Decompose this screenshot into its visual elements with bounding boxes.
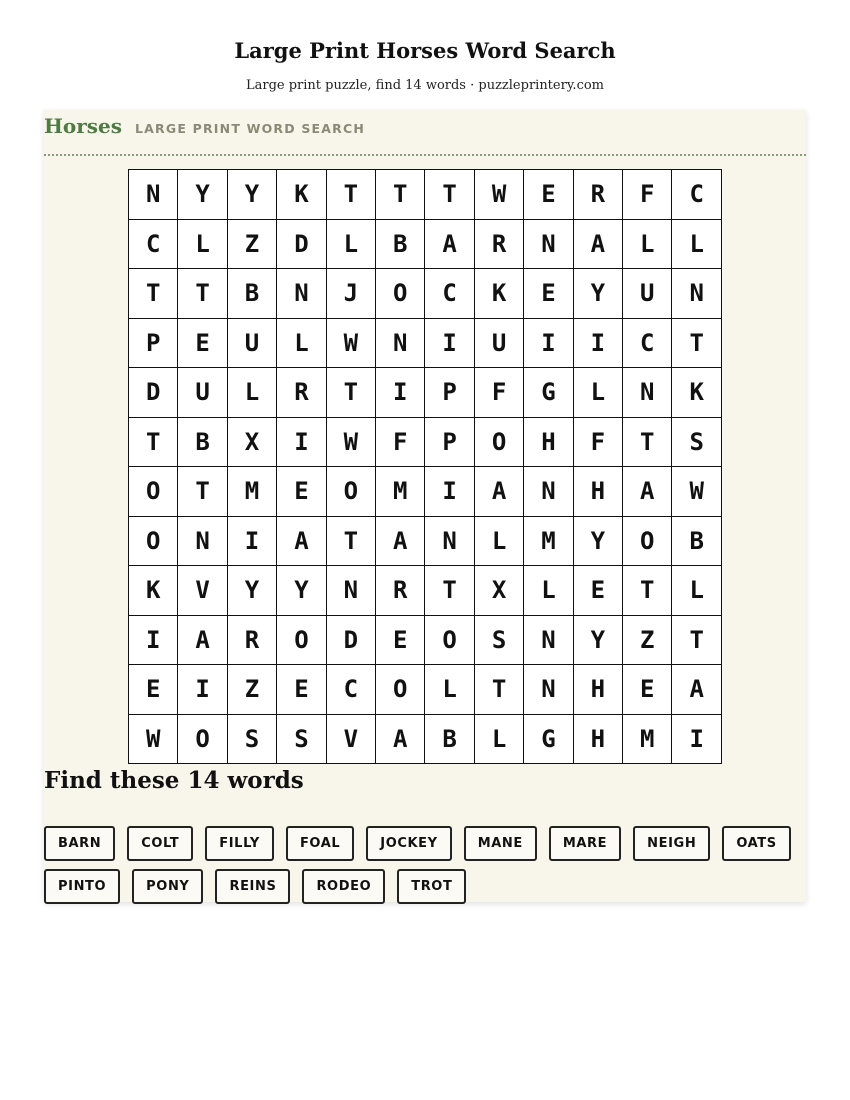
grid-cell[interactable]: T bbox=[178, 467, 227, 517]
grid-cell[interactable]: Y bbox=[277, 566, 326, 616]
grid-cell[interactable]: N bbox=[524, 615, 573, 665]
grid-cell[interactable]: U bbox=[474, 318, 523, 368]
grid-cell[interactable]: Y bbox=[573, 615, 622, 665]
grid-cell[interactable]: A bbox=[474, 467, 523, 517]
grid-cell[interactable]: E bbox=[376, 615, 425, 665]
grid-cell[interactable]: L bbox=[474, 516, 523, 566]
grid-cell[interactable]: P bbox=[425, 368, 474, 418]
grid-cell[interactable]: L bbox=[573, 368, 622, 418]
grid-cell[interactable]: F bbox=[376, 417, 425, 467]
grid-cell[interactable]: O bbox=[326, 467, 375, 517]
grid-cell[interactable]: W bbox=[326, 318, 375, 368]
grid-cell[interactable]: D bbox=[129, 368, 178, 418]
word-chip: PONY bbox=[132, 869, 203, 904]
grid-cell[interactable]: L bbox=[672, 566, 722, 616]
grid-cell[interactable]: V bbox=[178, 566, 227, 616]
puzzle-tagline: LARGE PRINT WORD SEARCH bbox=[135, 121, 366, 136]
grid-cell[interactable]: I bbox=[672, 714, 722, 764]
grid-cell[interactable]: C bbox=[623, 318, 672, 368]
grid-cell[interactable]: H bbox=[573, 467, 622, 517]
grid-cell[interactable]: D bbox=[326, 615, 375, 665]
grid-cell[interactable]: B bbox=[376, 219, 425, 269]
grid-cell[interactable]: C bbox=[326, 665, 375, 715]
grid-cell[interactable]: N bbox=[623, 368, 672, 418]
grid-cell[interactable]: S bbox=[672, 417, 722, 467]
grid-cell[interactable]: U bbox=[227, 318, 276, 368]
grid-cell[interactable]: N bbox=[178, 516, 227, 566]
grid-cell[interactable]: T bbox=[129, 269, 178, 319]
grid-cell[interactable]: A bbox=[623, 467, 672, 517]
grid-cell[interactable]: B bbox=[227, 269, 276, 319]
grid-cell[interactable]: M bbox=[524, 516, 573, 566]
grid-cell[interactable]: I bbox=[227, 516, 276, 566]
grid-row bbox=[129, 665, 722, 715]
grid-cell[interactable]: L bbox=[425, 665, 474, 715]
grid-cell[interactable]: S bbox=[227, 714, 276, 764]
grid-cell[interactable]: L bbox=[277, 318, 326, 368]
grid-cell[interactable]: N bbox=[277, 269, 326, 319]
grid-cell[interactable]: E bbox=[277, 467, 326, 517]
word-chip: BARN bbox=[44, 826, 115, 861]
grid-cell[interactable]: L bbox=[178, 219, 227, 269]
grid-cell[interactable]: E bbox=[573, 566, 622, 616]
grid-cell[interactable]: T bbox=[425, 170, 474, 220]
grid-row bbox=[129, 516, 722, 566]
grid-cell[interactable]: S bbox=[474, 615, 523, 665]
grid-cell[interactable]: M bbox=[623, 714, 672, 764]
grid-cell[interactable]: S bbox=[277, 714, 326, 764]
grid-cell[interactable]: K bbox=[129, 566, 178, 616]
word-chip: MANE bbox=[464, 826, 537, 861]
grid-cell[interactable]: U bbox=[178, 368, 227, 418]
grid-cell[interactable]: T bbox=[326, 516, 375, 566]
grid-cell[interactable]: T bbox=[672, 615, 722, 665]
grid-cell[interactable]: O bbox=[425, 615, 474, 665]
grid-cell[interactable]: I bbox=[573, 318, 622, 368]
grid-cell[interactable]: O bbox=[129, 516, 178, 566]
grid-cell[interactable]: Y bbox=[573, 516, 622, 566]
grid-cell[interactable]: O bbox=[376, 269, 425, 319]
grid-cell[interactable]: F bbox=[474, 368, 523, 418]
grid-cell[interactable]: L bbox=[474, 714, 523, 764]
grid-cell[interactable]: R bbox=[227, 615, 276, 665]
grid-cell[interactable]: K bbox=[277, 170, 326, 220]
grid-cell[interactable]: A bbox=[277, 516, 326, 566]
grid-cell[interactable]: T bbox=[425, 566, 474, 616]
grid-row bbox=[129, 318, 722, 368]
grid-cell[interactable]: B bbox=[178, 417, 227, 467]
grid-cell[interactable]: T bbox=[326, 170, 375, 220]
grid-cell[interactable]: R bbox=[277, 368, 326, 418]
word-chip: RODEO bbox=[302, 869, 385, 904]
word-list bbox=[44, 826, 806, 904]
grid-cell[interactable]: E bbox=[623, 665, 672, 715]
grid-cell[interactable]: L bbox=[227, 368, 276, 418]
grid-cell[interactable]: E bbox=[524, 170, 573, 220]
grid-cell[interactable]: E bbox=[178, 318, 227, 368]
grid-cell[interactable]: E bbox=[277, 665, 326, 715]
grid-cell[interactable]: J bbox=[326, 269, 375, 319]
grid-cell[interactable]: O bbox=[623, 516, 672, 566]
grid-cell[interactable]: A bbox=[178, 615, 227, 665]
grid-cell[interactable]: A bbox=[425, 219, 474, 269]
grid-cell[interactable]: N bbox=[672, 269, 722, 319]
grid-cell[interactable]: V bbox=[326, 714, 375, 764]
grid-cell[interactable]: T bbox=[672, 318, 722, 368]
grid-cell[interactable]: K bbox=[474, 269, 523, 319]
grid-cell[interactable]: W bbox=[129, 714, 178, 764]
grid-cell[interactable]: G bbox=[524, 714, 573, 764]
grid-cell[interactable]: Y bbox=[227, 170, 276, 220]
grid-cell[interactable]: X bbox=[227, 417, 276, 467]
grid-cell[interactable]: R bbox=[474, 219, 523, 269]
grid-cell[interactable]: O bbox=[178, 714, 227, 764]
grid-cell[interactable]: N bbox=[425, 516, 474, 566]
word-chip: FILLY bbox=[205, 826, 274, 861]
puzzle-card bbox=[44, 110, 806, 902]
grid-cell[interactable]: I bbox=[524, 318, 573, 368]
grid-cell[interactable]: N bbox=[524, 665, 573, 715]
grid-cell[interactable]: Y bbox=[178, 170, 227, 220]
grid-cell[interactable]: M bbox=[376, 467, 425, 517]
grid-cell[interactable]: I bbox=[425, 318, 474, 368]
puzzle-theme-title: Horses bbox=[44, 114, 123, 138]
grid-cell[interactable]: P bbox=[425, 417, 474, 467]
grid-cell[interactable]: F bbox=[573, 417, 622, 467]
grid-row bbox=[129, 417, 722, 467]
grid-cell[interactable]: T bbox=[474, 665, 523, 715]
grid-cell[interactable]: I bbox=[425, 467, 474, 517]
grid-cell[interactable]: L bbox=[524, 566, 573, 616]
grid-cell[interactable]: T bbox=[326, 368, 375, 418]
grid-cell[interactable]: H bbox=[573, 665, 622, 715]
grid-cell[interactable]: R bbox=[573, 170, 622, 220]
word-list-heading: Find these 14 words bbox=[44, 767, 304, 794]
grid-cell[interactable]: P bbox=[129, 318, 178, 368]
grid-cell[interactable]: O bbox=[474, 417, 523, 467]
grid-cell[interactable]: T bbox=[129, 417, 178, 467]
grid-cell[interactable]: G bbox=[524, 368, 573, 418]
word-chip: NEIGH bbox=[633, 826, 710, 861]
grid-row bbox=[129, 714, 722, 764]
grid-cell[interactable]: M bbox=[227, 467, 276, 517]
grid-row bbox=[129, 467, 722, 517]
word-chip: JOCKEY bbox=[366, 826, 451, 861]
grid-cell[interactable]: Y bbox=[573, 269, 622, 319]
grid-cell[interactable]: D bbox=[277, 219, 326, 269]
grid-row bbox=[129, 566, 722, 616]
grid-row bbox=[129, 219, 722, 269]
grid-row bbox=[129, 368, 722, 418]
grid-cell[interactable]: Z bbox=[227, 665, 276, 715]
grid-cell[interactable]: I bbox=[178, 665, 227, 715]
grid-cell[interactable]: H bbox=[573, 714, 622, 764]
grid-cell[interactable]: E bbox=[524, 269, 573, 319]
grid-cell[interactable]: A bbox=[573, 219, 622, 269]
grid-cell[interactable]: X bbox=[474, 566, 523, 616]
word-chip: OATS bbox=[722, 826, 790, 861]
grid-cell[interactable]: N bbox=[524, 219, 573, 269]
grid-cell[interactable]: N bbox=[376, 318, 425, 368]
grid-cell[interactable]: O bbox=[376, 665, 425, 715]
grid-cell[interactable]: C bbox=[425, 269, 474, 319]
grid-cell[interactable]: H bbox=[524, 417, 573, 467]
grid-cell[interactable]: L bbox=[672, 219, 722, 269]
grid-cell[interactable]: T bbox=[623, 417, 672, 467]
grid-row bbox=[129, 615, 722, 665]
grid-cell[interactable]: R bbox=[376, 566, 425, 616]
grid-cell[interactable]: L bbox=[623, 219, 672, 269]
grid-cell[interactable]: C bbox=[672, 170, 722, 220]
grid-cell[interactable]: W bbox=[672, 467, 722, 517]
word-chip: MARE bbox=[549, 826, 621, 861]
grid-row bbox=[129, 269, 722, 319]
grid-cell[interactable]: A bbox=[672, 665, 722, 715]
grid-cell[interactable]: L bbox=[326, 219, 375, 269]
grid-cell[interactable]: B bbox=[672, 516, 722, 566]
page-subtitle: Large print puzzle, find 14 words · puzzleprintery.com bbox=[245, 78, 605, 93]
grid-cell[interactable]: I bbox=[129, 615, 178, 665]
grid-cell[interactable]: N bbox=[129, 170, 178, 220]
word-chip: REINS bbox=[215, 869, 290, 904]
grid-cell[interactable]: W bbox=[474, 170, 523, 220]
word-chip: TROT bbox=[397, 869, 466, 904]
grid-cell[interactable]: I bbox=[277, 417, 326, 467]
card-header bbox=[44, 110, 806, 156]
grid-cell[interactable]: Y bbox=[227, 566, 276, 616]
grid-row bbox=[129, 170, 722, 220]
page-title: Large Print Horses Word Search bbox=[234, 38, 616, 63]
grid-cell[interactable]: Z bbox=[623, 615, 672, 665]
letter-grid bbox=[128, 169, 722, 764]
word-chip: COLT bbox=[127, 826, 193, 861]
grid-cell[interactable]: N bbox=[524, 467, 573, 517]
grid-cell[interactable]: N bbox=[326, 566, 375, 616]
grid-cell[interactable]: A bbox=[376, 516, 425, 566]
word-chip: PINTO bbox=[44, 869, 120, 904]
grid-cell[interactable]: Z bbox=[227, 219, 276, 269]
grid-cell[interactable]: I bbox=[376, 368, 425, 418]
grid-cell[interactable]: T bbox=[623, 566, 672, 616]
grid-cell[interactable]: K bbox=[672, 368, 722, 418]
grid-cell[interactable]: U bbox=[623, 269, 672, 319]
grid-cell[interactable]: T bbox=[178, 269, 227, 319]
grid-cell[interactable]: B bbox=[425, 714, 474, 764]
grid-cell[interactable]: O bbox=[129, 467, 178, 517]
grid-cell[interactable]: C bbox=[129, 219, 178, 269]
word-chip: FOAL bbox=[286, 826, 354, 861]
grid-cell[interactable]: A bbox=[376, 714, 425, 764]
grid-cell[interactable]: E bbox=[129, 665, 178, 715]
grid-cell[interactable]: O bbox=[277, 615, 326, 665]
grid-cell[interactable]: F bbox=[623, 170, 672, 220]
grid-cell[interactable]: W bbox=[326, 417, 375, 467]
grid-cell[interactable]: T bbox=[376, 170, 425, 220]
